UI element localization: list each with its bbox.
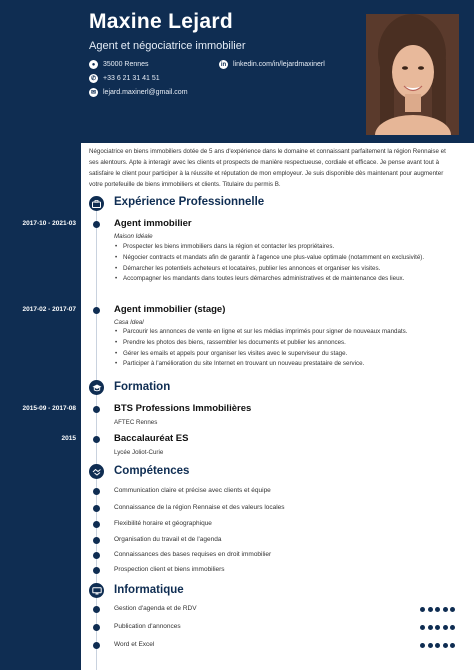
rating-dot [450,607,455,612]
skill-item: Prospection client et biens immobiliers [114,566,225,573]
briefcase-icon [89,196,104,211]
rating-dot [443,643,448,648]
edu-1-dates: 2015-09 - 2017-08 [22,405,76,412]
job-1-bullets [114,242,454,285]
linkedin-text[interactable]: linkedin.com/in/lejardmaxinerl [233,61,325,68]
skill-item: Organisation du travail et de l'agenda [114,536,222,543]
timeline-dot [93,307,100,314]
candidate-name: Maxine Lejard [89,10,233,33]
location-pin-icon: ● [89,60,98,69]
job-1-dates: 2017-10 - 2021-03 [22,220,76,227]
rating-dot [428,607,433,612]
handshake-icon [89,464,104,479]
edu-2-title: Baccalauréat ES [114,433,189,444]
linkedin-icon: in [220,61,227,68]
rating-dot [435,607,440,612]
list-item: • Démarcher les potentiels acheteurs et locataires, publier les annonces et organiser les visites. [114,264,454,275]
job-1-title: Agent immobilier [114,218,192,229]
computing-item: Publication d'annonces [114,623,181,630]
rating-dot [420,607,425,612]
skill-item: Connaissances des bases requises en droit immobilier [114,551,272,558]
timeline-dot [93,521,100,528]
job-1-company: Maison Idéale [114,233,153,240]
list-item: • Négocier contracts et mandats afin de garantir à l'agence une plus-value optimale (notamment en exclusivité). [114,253,454,264]
rating-dot [420,625,425,630]
rating-dot [435,625,440,630]
left-sidebar [0,0,81,670]
timeline-dot [93,406,100,413]
timeline-dot [93,606,100,613]
envelope-icon: ✉ [90,90,97,96]
timeline-dot [93,436,100,443]
list-item: • Participer à l'amélioration du site Internet en trouvant un nouveau prestataire de service. [114,359,454,370]
rating-dot [435,643,440,648]
edu-1-title: BTS Professions Immobilières [114,403,252,414]
contact-email[interactable] [89,88,188,97]
rating-dot [428,643,433,648]
job-2-dates: 2017-02 - 2017-07 [22,306,76,313]
timeline-dot [93,505,100,512]
skill-item: Flexibilité horaire et géographique [114,520,212,527]
education-heading: Formation [114,381,171,393]
timeline-dot [93,552,100,559]
rating-dots [420,643,455,648]
graduation-cap-icon [89,380,104,395]
address-text: 35000 Rennes [103,61,149,68]
timeline-dot [93,221,100,228]
edu-2-dates: 2015 [61,435,76,442]
contact-address [89,60,149,69]
list-item: • Parcourir les annonces de vente en ligne et sur les médias imprimés pour signer de nouveaux mandats. [114,327,454,338]
skills-heading: Compétences [114,465,190,477]
list-item: • Prospecter les biens immobiliers dans la région et contacter les propriétaires. [114,242,454,253]
rating-dot [443,607,448,612]
phone-icon: ✆ [90,76,97,82]
rating-dot [428,625,433,630]
rating-dot [450,625,455,630]
profile-summary: Négociatrice en biens immobiliers dotée de 5 ans d'expérience dans le domaine et connaissant parfaitement la région Rennaise et ses alentours. Apte à interagir avec les clients et prospects de manière respectueuse, cordiale et efficace. Je pense avant tout à satisfaire le client pour participer à la réussite et réputation de mon employeur. Je suis disponible dès maintenant pour augmenter votre portefeuille de biens immobiliers et clients. Titulaire du permis B. [89,148,446,188]
profile-photo [366,14,459,135]
timeline-dot [93,624,100,631]
timeline-dot [93,567,100,574]
contact-linkedin[interactable] [219,60,325,69]
rating-dots [420,625,455,630]
experience-heading: Expérience Professionnelle [114,196,265,208]
computing-item: Gestion d'agenda et de RDV [114,605,197,612]
job-2-bullets [114,327,454,370]
timeline-dot [93,537,100,544]
skill-item: Communication claire et précise avec clients et équipe [114,487,271,494]
portrait-image [366,14,459,135]
skill-item: Connaissance de la région Rennaise et des valeurs locales [114,504,285,511]
timeline-dot [93,642,100,649]
job-2-company: Casa Ideal [114,319,144,326]
phone-text: +33 6 21 31 41 51 [103,75,160,82]
list-item: • Gérer les emails et appels pour organiser les visites avec le superviseur du stage. [114,349,454,360]
computing-heading: Informatique [114,584,184,596]
edu-1-school: AFTEC Rennes [114,419,158,426]
rating-dot [450,643,455,648]
list-item: • Accompagner les mandants dans toutes leurs démarches administratives et de maintenance des lieux. [114,274,454,285]
job-2-title: Agent immobilier (stage) [114,304,226,315]
edu-2-school: Lycée Joliot-Curie [114,449,164,456]
contact-phone [89,74,160,83]
candidate-title: Agent et négociatrice immobilier [89,40,246,52]
computing-item: Word et Excel [114,641,155,648]
monitor-icon [89,583,104,598]
rating-dot [420,643,425,648]
rating-dots [420,607,455,612]
list-item: • Prendre les photos des biens, rassembler les documents et publier les annonces. [114,338,454,349]
rating-dot [443,625,448,630]
timeline-dot [93,488,100,495]
email-text[interactable]: lejard.maxinerl@gmail.com [103,89,188,96]
